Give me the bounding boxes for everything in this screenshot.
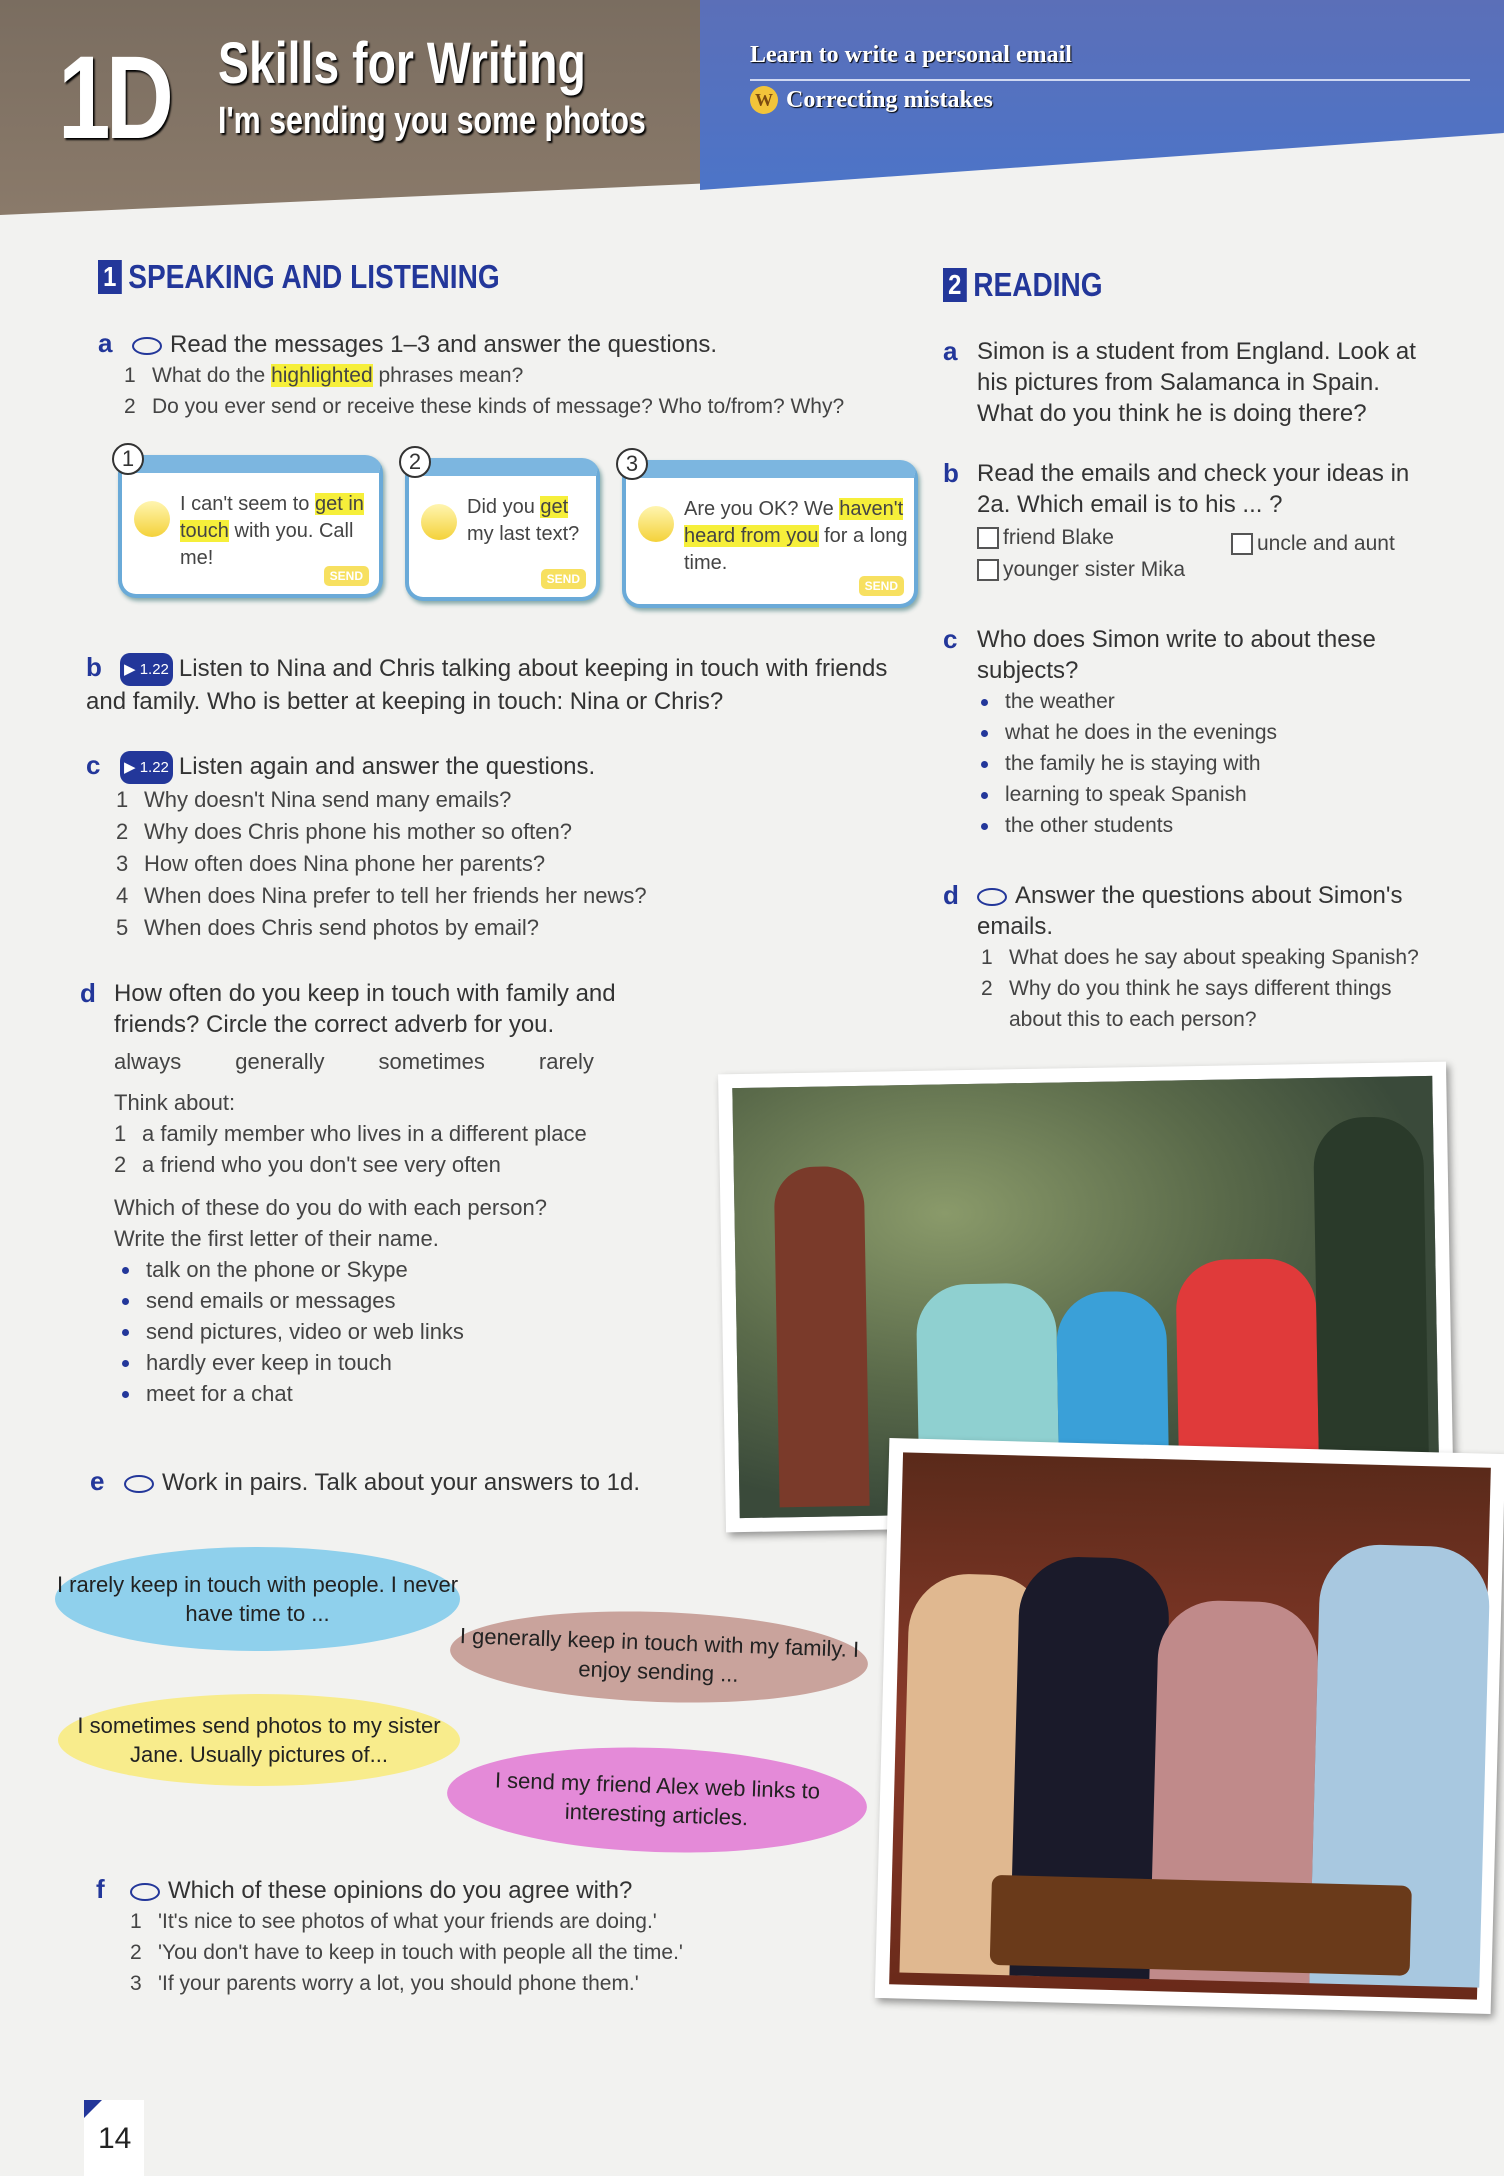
cafe-image <box>889 1452 1491 1999</box>
option-label: uncle and aunt <box>1257 532 1395 555</box>
which-instruction: Which of these do you do with each person? Write the first letter of their name. <box>114 1195 547 1251</box>
exercise-1b <box>86 652 926 717</box>
question: 1 Why doesn't Nina send many emails? <box>116 787 512 813</box>
checkbox[interactable] <box>1231 533 1253 555</box>
section-2-heading <box>943 266 1103 304</box>
opinion: 'You don't have to keep in touch with people all the time.' <box>158 1941 683 1964</box>
avatar-icon <box>421 504 457 540</box>
question: 2 Why does Chris phone his mother so often? <box>116 819 573 845</box>
exercise-2c <box>943 624 1443 841</box>
exercise-letter: b <box>86 652 102 682</box>
q-text: What do the <box>152 364 272 387</box>
list-item: what he does in the evenings <box>973 717 1443 748</box>
msg-text: I can't seem to <box>180 493 315 515</box>
adverb[interactable]: rarely <box>538 1049 594 1074</box>
instruction: Read the messages 1–3 and answer the questions. <box>170 331 718 358</box>
option-label: younger sister Mika <box>1003 558 1186 581</box>
writing-badge-icon: W <box>750 86 778 114</box>
question: Why do you think he says different things about this to each person? <box>1009 977 1392 1031</box>
exercise-letter: f <box>96 1874 105 1904</box>
instruction: Which of these opinions do you agree with? <box>168 1877 633 1904</box>
avatar-icon <box>134 501 170 537</box>
list-item: the family he is staying with <box>973 748 1443 779</box>
adverb[interactable]: generally <box>235 1049 325 1074</box>
msg-highlight: get <box>540 496 569 518</box>
exercise-letter: c <box>943 624 958 654</box>
think-item: a friend who you don't see very often <box>142 1152 501 1177</box>
message-number: 1 <box>112 443 144 475</box>
section-number: 2 <box>943 268 966 302</box>
msg-text: Did you <box>467 496 541 518</box>
section-title: SPEAKING AND LISTENING <box>128 258 500 295</box>
exercise-1e <box>90 1466 640 1498</box>
instruction: Simon is a student from England. Look at his pictures from Salamanca in Spain. What do you think he is doing there? <box>977 338 1416 427</box>
msg-highlight: haven't heard from you <box>684 498 904 547</box>
list-item: learning to speak Spanish <box>973 779 1443 810</box>
exercise-1c <box>86 750 906 944</box>
instruction: Answer the questions about Simon's emails. <box>977 882 1403 940</box>
instruction: Listen to Nina and Chris talking about keeping in touch with friends and family. Who is better at keeping in touch: Nina or Chris? <box>86 655 888 716</box>
message-number: 3 <box>616 448 648 480</box>
list-item: hardly ever keep in touch <box>114 1347 720 1378</box>
page-subtitle: I'm sending you some photos <box>218 100 646 142</box>
audio-track-icon[interactable]: ▶ 1.22 <box>120 653 173 686</box>
exercise-1d: d How often do you keep in touch with family and friends? Circle the correct adverb for you. always generally sometimes rarely Think about: 1 a family member who lives in a different place 2 a friend who you don't see very often Which of these do you do with each person? Write the first letter of their name. talk on the phone or Skype send emails or messages send pictures, video or web links hardly ever keep in touch meet for a chat <box>80 978 720 1409</box>
adverb-options <box>80 1046 720 1077</box>
section-1-heading <box>98 258 500 296</box>
checkbox[interactable] <box>977 527 999 549</box>
speech-bubble-2: I generally keep in touch with my family. I enjoy sending ... <box>449 1605 870 1710</box>
question: 3 How often does Nina phone her parents? <box>116 851 546 877</box>
list-item: the other students <box>973 810 1443 841</box>
checkbox[interactable] <box>977 559 999 581</box>
message-card-1 <box>118 446 383 598</box>
adverb[interactable]: always <box>114 1049 182 1074</box>
exercise-letter: a <box>943 336 958 366</box>
exercise-letter: b <box>943 458 959 488</box>
instruction: Work in pairs. Talk about your answers to 1d. <box>162 1469 641 1496</box>
exercise-letter: d <box>80 978 96 1008</box>
speech-bubble-1: I rarely keep in touch with people. I never have time to ... <box>55 1547 460 1651</box>
instruction: Who does Simon write to about these subjects? <box>977 626 1376 684</box>
opinion: 'It's nice to see photos of what your friends are doing.' <box>158 1910 657 1933</box>
send-button: SEND <box>541 569 586 589</box>
question: 4 When does Nina prefer to tell her friends her news? <box>116 883 647 909</box>
lesson-goal: Learn to write a personal email <box>750 42 1470 81</box>
q-text: phrases mean? <box>372 364 524 387</box>
exercise-1f: f Which of these opinions do you agree with? 1 'It's nice to see photos of what your friends are doing.' 2 'You don't have to keep in touch with people all the time.' 3 'If your parents worry a lot, you should phone them.' <box>96 1874 683 1995</box>
message-number: 2 <box>399 446 431 478</box>
speech-icon <box>132 337 162 355</box>
photo-friends-cafe <box>875 1438 1504 2014</box>
message-card-2 <box>405 449 600 601</box>
send-button: SEND <box>324 566 369 586</box>
exercise-letter: a <box>98 328 113 358</box>
think-about-label: Think about: <box>114 1090 236 1115</box>
msg-text: for a long time. <box>684 525 908 574</box>
page-number-tab <box>84 2100 144 2176</box>
track-number: 1.22 <box>139 661 169 679</box>
opinion: 'If your parents worry a lot, you should phone them.' <box>158 1972 639 1995</box>
question: What does he say about speaking Spanish? <box>1009 946 1419 969</box>
q-highlight: highlighted <box>271 364 373 387</box>
instruction: How often do you keep in touch with family and friends? Circle the correct adverb for you. <box>114 980 616 1038</box>
q-num: 2 <box>124 395 136 418</box>
writing-focus <box>750 86 993 114</box>
exercise-2d: d Answer the questions about Simon's emails. 1 What does he say about speaking Spanish? 2 Why do you think he says different things about this to each person? <box>943 880 1463 1035</box>
writing-focus-label: Correcting mistakes <box>786 86 993 113</box>
exercise-2b <box>943 458 1443 584</box>
adverb[interactable]: sometimes <box>378 1049 485 1074</box>
exercise-letter: d <box>943 880 959 910</box>
send-button: SEND <box>859 576 904 596</box>
page-title: Skills for Writing <box>218 31 586 96</box>
msg-text: with you. Call me! <box>180 520 354 569</box>
speech-icon <box>977 888 1007 906</box>
unit-number: 1D <box>58 32 170 164</box>
speech-bubble-4: I send my friend Alex web links to interesting articles. <box>445 1741 868 1860</box>
list-item: the weather <box>973 686 1443 717</box>
message-card-3 <box>622 451 918 608</box>
speech-bubble-3: I sometimes send photos to my sister Jane. Usually pictures of... <box>58 1694 460 1786</box>
option-label: friend Blake <box>1003 526 1114 549</box>
list-item: meet for a chat <box>114 1378 720 1409</box>
q-num: 1 <box>124 364 136 387</box>
page-number: 14 <box>98 2122 132 2155</box>
msg-text: my last text? <box>467 523 580 545</box>
q-text: Do you ever send or receive these kinds of message? Who to/from? Why? <box>152 395 845 418</box>
msg-text: Are you OK? We <box>684 498 840 520</box>
track-number: 1.22 <box>139 759 169 777</box>
question: 5 When does Chris send photos by email? <box>116 915 539 941</box>
instruction: Listen again and answer the questions. <box>178 753 596 780</box>
exercise-2a <box>943 336 1443 429</box>
activity-list <box>114 1254 720 1409</box>
list-item: send pictures, video or web links <box>114 1316 720 1347</box>
exercise-letter: e <box>90 1466 105 1496</box>
avatar-icon <box>638 506 674 542</box>
instruction: Read the emails and check your ideas in 2a. Which email is to his ... ? <box>977 460 1410 518</box>
list-item: talk on the phone or Skype <box>114 1254 720 1285</box>
think-item: a family member who lives in a different place <box>142 1121 587 1146</box>
section-number: 1 <box>98 260 121 294</box>
exercise-1a <box>98 328 918 422</box>
msg-highlight: get in touch <box>180 493 364 542</box>
audio-track-icon[interactable]: ▶ 1.22 <box>120 751 173 784</box>
speech-icon <box>124 1475 154 1493</box>
exercise-letter: c <box>86 750 101 780</box>
section-title: READING <box>973 266 1103 303</box>
speech-icon <box>130 1883 160 1901</box>
list-item: send emails or messages <box>114 1285 720 1316</box>
